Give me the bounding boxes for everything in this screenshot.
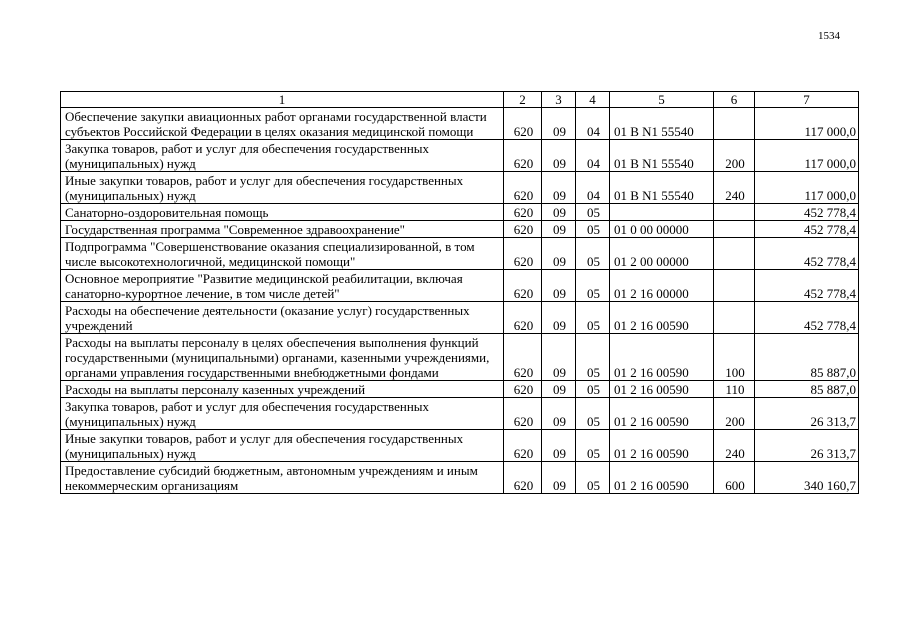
amount: 117 000,0 <box>755 172 859 204</box>
table-row <box>61 221 859 238</box>
expense-type-code: 240 <box>714 430 755 462</box>
subsection-code: 05 <box>576 238 610 270</box>
section-code: 09 <box>542 381 576 398</box>
ministry-code: 620 <box>504 204 542 221</box>
section-code: 09 <box>542 140 576 172</box>
expense-type-code: 600 <box>714 462 755 494</box>
expense-type-code: 200 <box>714 140 755 172</box>
ministry-code: 620 <box>504 172 542 204</box>
section-code: 09 <box>542 221 576 238</box>
target-article-code: 01 2 16 00590 <box>610 430 714 462</box>
header-cell: 3 <box>542 92 576 108</box>
section-code: 09 <box>542 334 576 381</box>
subsection-code: 05 <box>576 381 610 398</box>
section-code: 09 <box>542 302 576 334</box>
table-body <box>61 108 859 494</box>
amount: 452 778,4 <box>755 204 859 221</box>
subsection-code: 05 <box>576 398 610 430</box>
amount: 452 778,4 <box>755 270 859 302</box>
ministry-code: 620 <box>504 398 542 430</box>
section-code: 09 <box>542 238 576 270</box>
ministry-code: 620 <box>504 334 542 381</box>
target-article-code: 01 В N1 55540 <box>610 140 714 172</box>
amount: 452 778,4 <box>755 221 859 238</box>
page-number: 1534 <box>818 30 840 42</box>
amount: 452 778,4 <box>755 302 859 334</box>
subsection-code: 05 <box>576 204 610 221</box>
row-name: Расходы на выплаты персоналу в целях обеспечения выполнения функций государственными (муниципальными) органами, казенными учреждениями, органами управления государственными внебюджетными фондами <box>61 334 504 381</box>
table-row <box>61 302 859 334</box>
expense-type-code: 240 <box>714 172 755 204</box>
row-name: Расходы на обеспечение деятельности (оказание услуг) государственных учреждений <box>61 302 504 334</box>
subsection-code: 05 <box>576 462 610 494</box>
row-name: Основное мероприятие "Развитие медицинской реабилитации, включая санаторно-курортное лечение, в том числе детей" <box>61 270 504 302</box>
row-name: Санаторно-оздоровительная помощь <box>61 204 504 221</box>
target-article-code: 01 В N1 55540 <box>610 172 714 204</box>
section-code: 09 <box>542 430 576 462</box>
target-article-code: 01 В N1 55540 <box>610 108 714 140</box>
table-row <box>61 172 859 204</box>
subsection-code: 05 <box>576 430 610 462</box>
amount: 85 887,0 <box>755 334 859 381</box>
table-row <box>61 204 859 221</box>
ministry-code: 620 <box>504 302 542 334</box>
header-cell: 7 <box>755 92 859 108</box>
subsection-code: 05 <box>576 270 610 302</box>
budget-table <box>60 91 859 494</box>
row-name: Закупка товаров, работ и услуг для обеспечения государственных (муниципальных) нужд <box>61 140 504 172</box>
row-name: Иные закупки товаров, работ и услуг для обеспечения государственных (муниципальных) нужд <box>61 430 504 462</box>
target-article-code <box>610 204 714 221</box>
header-cell: 1 <box>61 92 504 108</box>
expense-type-code <box>714 238 755 270</box>
amount: 26 313,7 <box>755 430 859 462</box>
section-code: 09 <box>542 204 576 221</box>
subsection-code: 05 <box>576 302 610 334</box>
table-row <box>61 462 859 494</box>
header-cell: 5 <box>610 92 714 108</box>
target-article-code: 01 2 16 00590 <box>610 302 714 334</box>
expense-type-code <box>714 221 755 238</box>
ministry-code: 620 <box>504 430 542 462</box>
amount: 452 778,4 <box>755 238 859 270</box>
amount: 26 313,7 <box>755 398 859 430</box>
expense-type-code: 100 <box>714 334 755 381</box>
table-row <box>61 238 859 270</box>
amount: 117 000,0 <box>755 140 859 172</box>
ministry-code: 620 <box>504 381 542 398</box>
row-name: Расходы на выплаты персоналу казенных учреждений <box>61 381 504 398</box>
row-name: Государственная программа "Современное здравоохранение" <box>61 221 504 238</box>
expense-type-code <box>714 270 755 302</box>
ministry-code: 620 <box>504 140 542 172</box>
ministry-code: 620 <box>504 108 542 140</box>
table-row <box>61 140 859 172</box>
ministry-code: 620 <box>504 270 542 302</box>
expense-type-code <box>714 108 755 140</box>
ministry-code: 620 <box>504 221 542 238</box>
row-name: Закупка товаров, работ и услуг для обеспечения государственных (муниципальных) нужд <box>61 398 504 430</box>
expense-type-code: 110 <box>714 381 755 398</box>
header-cell: 6 <box>714 92 755 108</box>
subsection-code: 04 <box>576 140 610 172</box>
row-name: Предоставление субсидий бюджетным, автономным учреждениям и иным некоммерческим организациям <box>61 462 504 494</box>
ministry-code: 620 <box>504 462 542 494</box>
table-row <box>61 398 859 430</box>
target-article-code: 01 2 16 00590 <box>610 398 714 430</box>
section-code: 09 <box>542 398 576 430</box>
header-cell: 2 <box>504 92 542 108</box>
section-code: 09 <box>542 172 576 204</box>
subsection-code: 04 <box>576 172 610 204</box>
row-name: Подпрограмма "Совершенствование оказания специализированной, в том числе высокотехнологичной, медицинской помощи" <box>61 238 504 270</box>
header-row <box>61 92 859 108</box>
table-row <box>61 334 859 381</box>
expense-type-code <box>714 302 755 334</box>
section-code: 09 <box>542 462 576 494</box>
target-article-code: 01 2 00 00000 <box>610 238 714 270</box>
target-article-code: 01 2 16 00590 <box>610 381 714 398</box>
target-article-code: 01 2 16 00590 <box>610 462 714 494</box>
subsection-code: 04 <box>576 108 610 140</box>
expense-type-code: 200 <box>714 398 755 430</box>
amount: 340 160,7 <box>755 462 859 494</box>
amount: 85 887,0 <box>755 381 859 398</box>
expense-type-code <box>714 204 755 221</box>
target-article-code: 01 2 16 00590 <box>610 334 714 381</box>
table-row <box>61 108 859 140</box>
row-name: Обеспечение закупки авиационных работ органами государственной власти субъектов Российской Федерации в целях оказания медицинской помощи <box>61 108 504 140</box>
table-row <box>61 270 859 302</box>
table-row <box>61 381 859 398</box>
subsection-code: 05 <box>576 221 610 238</box>
amount: 117 000,0 <box>755 108 859 140</box>
ministry-code: 620 <box>504 238 542 270</box>
target-article-code: 01 2 16 00000 <box>610 270 714 302</box>
row-name: Иные закупки товаров, работ и услуг для обеспечения государственных (муниципальных) нужд <box>61 172 504 204</box>
subsection-code: 05 <box>576 334 610 381</box>
section-code: 09 <box>542 270 576 302</box>
section-code: 09 <box>542 108 576 140</box>
table-row <box>61 430 859 462</box>
header-cell: 4 <box>576 92 610 108</box>
target-article-code: 01 0 00 00000 <box>610 221 714 238</box>
